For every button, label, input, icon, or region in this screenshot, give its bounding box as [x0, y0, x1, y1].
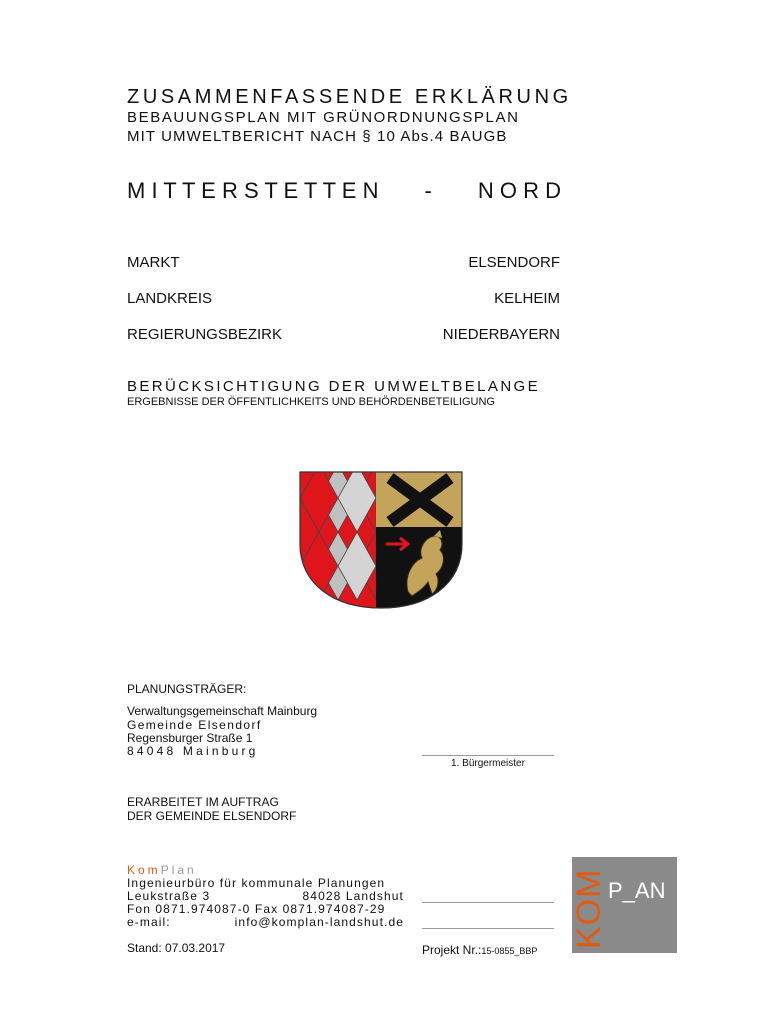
info-value: ELSENDORF — [468, 254, 560, 271]
place-name-part2: N O R D — [477, 178, 561, 203]
planning-line-3: Regensburger Straße 1 — [127, 731, 253, 745]
place-name-part1: M I T T E R S T E T T E N — [127, 178, 379, 203]
section-subtitle: ERGEBNISSE DER ÖFFENTLICHKEITS UND BEHÖRDENBETEILIGUNG — [127, 396, 495, 408]
info-label: LANDKREIS — [127, 290, 213, 307]
info-value: KELHEIM — [494, 290, 560, 307]
planning-line-1: Verwaltungsgemeinschaft Mainburg — [127, 704, 318, 718]
section-title: BERÜCKSICHTIGUNG DER UMWELTBELANGE — [127, 378, 541, 395]
komplan-logo-kom — [570, 857, 608, 953]
komplan-logo — [572, 857, 677, 953]
komplan-logo-plan: P_AN — [608, 878, 666, 903]
planning-line-4: 84048 Mainburg — [127, 744, 259, 758]
office-phone: Fon 0871.974087-0 Fax 0871.974087-29 — [127, 902, 386, 916]
signature-line-2 — [422, 928, 554, 929]
office-brand — [127, 863, 197, 877]
info-row-markt — [127, 254, 560, 271]
info-row-regierungsbezirk — [127, 326, 560, 343]
commission-line-1: ERARBEITET IM AUFTRAG — [127, 795, 279, 809]
signature-line-mayor — [422, 755, 554, 756]
signature-label: 1. Bürgermeister — [451, 758, 525, 769]
project-number-value: 15-0855_BBP — [481, 946, 538, 956]
document-subtitle-2: MIT UMWELTBERICHT NACH § 10 Abs.4 BAUGB — [127, 128, 508, 145]
info-value: NIEDERBAYERN — [442, 326, 560, 343]
office-street: Leukstraße 3 — [127, 889, 211, 903]
signature-line-1 — [422, 902, 554, 903]
project-number — [422, 941, 537, 959]
office-email: info@komplan-landshut.de — [234, 915, 404, 929]
info-row-landkreis — [127, 290, 560, 307]
commission-line-2: DER GEMEINDE ELSENDORF — [127, 809, 297, 823]
project-number-label: Projekt Nr.: — [422, 943, 482, 957]
info-label: REGIERUNGSBEZIRK — [127, 326, 283, 343]
planning-heading: PLANUNGSTRÄGER: — [127, 682, 247, 696]
office-email-label: e-mail: — [127, 915, 171, 929]
coat-of-arms-emblem — [300, 472, 462, 608]
place-name-dash: - — [424, 178, 432, 203]
place-name — [127, 178, 561, 204]
office-email-row — [127, 915, 404, 929]
office-city: 84028 Landshut — [302, 889, 404, 903]
info-label: MARKT — [127, 254, 180, 271]
office-brand-kom: Kom — [127, 863, 161, 877]
office-name: Ingenieurbüro für kommunale Planungen — [127, 876, 386, 890]
office-address — [127, 889, 404, 903]
document-subtitle-1: BEBAUUNGSPLAN MIT GRÜNORDNUNGSPLAN — [127, 109, 520, 126]
svg-text:KOM: KOM — [570, 868, 608, 949]
office-brand-plan: Plan — [160, 863, 197, 877]
planning-line-2: Gemeinde Elsendorf — [127, 718, 262, 732]
document-title: ZUSAMMENFASSENDE ERKLÄRUNG — [127, 86, 572, 108]
stand-date: Stand: 07.03.2017 — [127, 941, 226, 955]
